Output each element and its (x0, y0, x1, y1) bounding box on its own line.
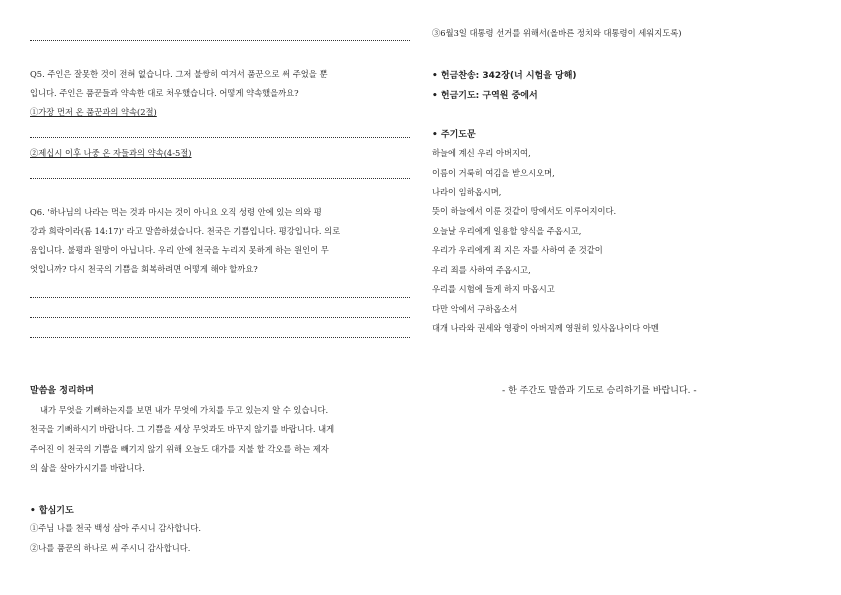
offering-prayer: • 헌금기도: 구역원 중에서 (432, 91, 538, 101)
lords-prayer-line: 우리를 시험에 들게 하지 마옵시고 (432, 284, 555, 294)
lords-prayer-line: 하늘에 계신 우리 아버지여, (432, 148, 531, 158)
lords-prayer-line: 오늘날 우리에게 일용할 양식을 주옵시고, (432, 226, 582, 236)
group-prayer-item1: ①주님 나를 천국 백성 삼아 주시니 감사합니다. (30, 523, 202, 533)
group-prayer-item2: ②나를 품꾼의 하나로 써 주시니 감사합니다. (30, 543, 191, 553)
summary-line4: 의 삶을 살아가시기를 바랍니다. (30, 463, 145, 473)
q5-question-line1: Q5. 주인은 잘못한 것이 전혀 없습니다. 그저 불쌍히 여겨서 품꾼으로 써 주었을 뿐 (30, 69, 328, 79)
lords-prayer-heading: • 주기도문 (432, 130, 476, 140)
q5-answer-2: ②제십시 이후 나중 온 자들과의 약속(4-5절) (30, 148, 192, 158)
answer-line[interactable] (30, 137, 410, 138)
group-prayer-heading: • 합심기도 (30, 506, 74, 516)
answer-line[interactable] (30, 178, 410, 179)
lords-prayer-line: 이름이 거룩히 여김을 받으시오며, (432, 168, 555, 178)
answer-line[interactable] (30, 317, 410, 318)
summary-line3: 주어진 이 천국의 기쁨을 빼기지 않기 위해 오늘도 대가를 지불 할 각오를 하는 제자 (30, 444, 329, 454)
summary-line2: 천국을 기뻐하시기 바랍니다. 그 기쁨을 세상 무엇과도 바꾸지 않기를 바랍니다. 내게 (30, 424, 335, 434)
lords-prayer-line: 우리 죄를 사하여 주옵시고, (432, 265, 531, 275)
summary-line1: 내가 무엇을 기뻐하는지를 보면 내가 무엇에 가치를 두고 있는지 알 수 있습니다. (40, 405, 329, 415)
lords-prayer-line: 우리가 우리에게 죄 지은 자를 사하여 준 것같이 (432, 245, 603, 255)
q6-line3: 움입니다. 불평과 원망이 아닙니다. 우리 안에 천국을 누리지 못하게 하는 원인이 무 (30, 245, 329, 255)
offering-hymn: • 헌금찬송: 342장(너 시험을 당해) (432, 71, 577, 81)
q5-answer-1: ①가장 먼저 온 품꾼과의 약속(2절) (30, 107, 157, 117)
lords-prayer-line: 뜻이 하늘에서 이룬 것같이 땅에서도 이루어지이다. (432, 206, 617, 216)
lords-prayer-line: 다만 악에서 구하옵소서 (432, 304, 518, 314)
answer-line[interactable] (30, 297, 410, 298)
closing-message: - 한 주간도 말씀과 기도로 승리하기를 바랍니다. - (502, 386, 697, 396)
answer-line[interactable] (30, 40, 410, 41)
q5-question-line2: 입니다. 주인은 품꾼들과 약속한 대로 처우했습니다. 어떻게 약속했을까요? (30, 88, 299, 98)
lords-prayer-line: 나라이 임하옵시며, (432, 187, 502, 197)
q6-line2: 강과 희락이라(롬 14:17)' 라고 말씀하셨습니다. 천국은 기쁨입니다. 평강입니다. 의로 (30, 226, 341, 236)
q6-line4: 엇입니까? 다시 천국의 기쁨을 회복하려면 어떻게 해야 할까요? (30, 264, 258, 274)
prayer-topic-3: ③6월3일 대통령 선거를 위해서(올바른 정치와 대통령이 세워지도록) (432, 28, 682, 38)
q6-line1: Q6. '하나님의 나라는 먹는 것과 마시는 것이 아니요 오직 성령 안에 있는 의와 평 (30, 207, 322, 217)
summary-heading: 말씀을 정리하며 (30, 386, 94, 396)
answer-line[interactable] (30, 337, 410, 338)
lords-prayer-line: 대개 나라와 권세와 영광이 아버지께 영원히 있사옵나이다 아멘 (432, 323, 659, 333)
